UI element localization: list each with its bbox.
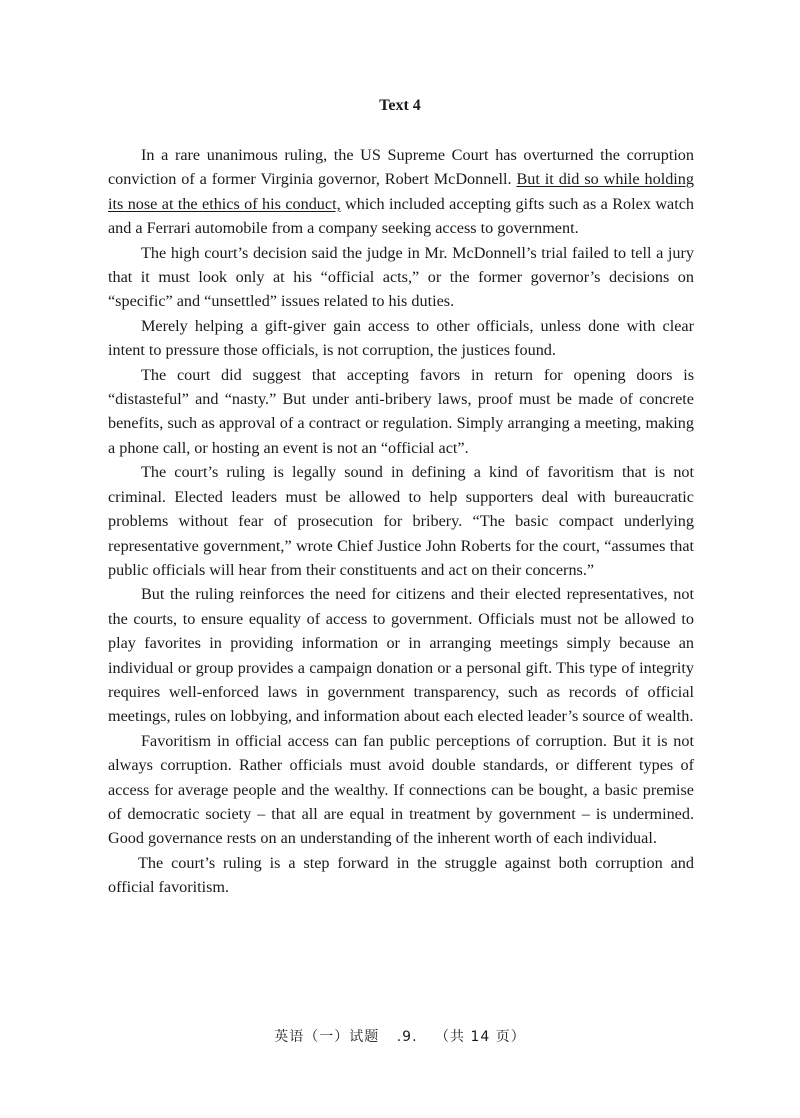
paragraph-1-text-after: which included accepting gifts such as a Rolex watch and a Ferrari automobile from a company seeking access to government. (108, 194, 694, 238)
paragraph-6: But the ruling reinforces the need for citizens and their elected representatives, not the courts, to ensure equality of access to government. Officials must not be allowed to play favorites in providing information or in arranging meetings simply because an individual or group provides a campaign donation or a personal gift. This type of integrity requires well-enforced laws in government transparency, such as records of official meetings, rules on lobbying, and information about each elected leader’s source of wealth. (108, 585, 694, 726)
paragraph-8: The court’s ruling is a step forward in the struggle against both corruption and official favoritism. (108, 853, 694, 897)
paragraph-3: Merely helping a gift-giver gain access to other officials, unless done with clear intent to pressure those officials, is not corruption, the justices found. (108, 316, 694, 360)
paragraph-5: The court’s ruling is legally sound in defining a kind of favoritism that is not criminal. Elected leaders must be allowed to help supporters deal with bureaucratic problems without fear of prosecution for bribery. “The basic compact underlying representative government,” wrote Chief Justice John Roberts for the court, “assumes that public officials will hear from their constituents and act on their concerns.” (108, 463, 694, 579)
paragraph-4: The court did suggest that accepting favors in return for opening doors is “distasteful” and “nasty.” But under anti-bribery laws, proof must be made of concrete benefits, such as approval of a contract or regulation. Simply arranging a meeting, making a phone call, or hosting an event is not an “official act”. (108, 365, 694, 457)
underlined-sentence: But it did so while holding its nose at the ethics of his conduct, (108, 170, 694, 213)
footer-exam-label: 英语（一）试题 (274, 1029, 380, 1045)
footer-total-pages: （共 14 页） (435, 1029, 526, 1045)
page-footer (0, 1027, 800, 1047)
paragraph-1 (108, 143, 694, 241)
footer-page-number: .9. (396, 1029, 418, 1045)
paragraph-1-text-before: In a rare unanimous ruling, the US Supreme Court has overturned the corruption conviction of a former Virginia governor, Robert McDonnell. (108, 146, 694, 189)
paragraph-7: Favoritism in official access can fan public perceptions of corruption. But it is not always corruption. Rather officials must avoid double standards, or different types of access for average people and the wealthy. If connections can be bought, a basic premise of democratic society – that all are equal in treatment by government – is undermined. Good governance rests on an understanding of the inherent worth of each individual. (108, 731, 694, 848)
paragraph-2: The high court’s decision said the judge in Mr. McDonnell’s trial failed to tell a jury that it must look only at his “official acts,” or the former governor’s decisions on “specific” and “unsettled” issues related to his duties. (108, 243, 694, 311)
passage-body (108, 143, 694, 900)
passage-title: Text 4 (379, 97, 421, 114)
